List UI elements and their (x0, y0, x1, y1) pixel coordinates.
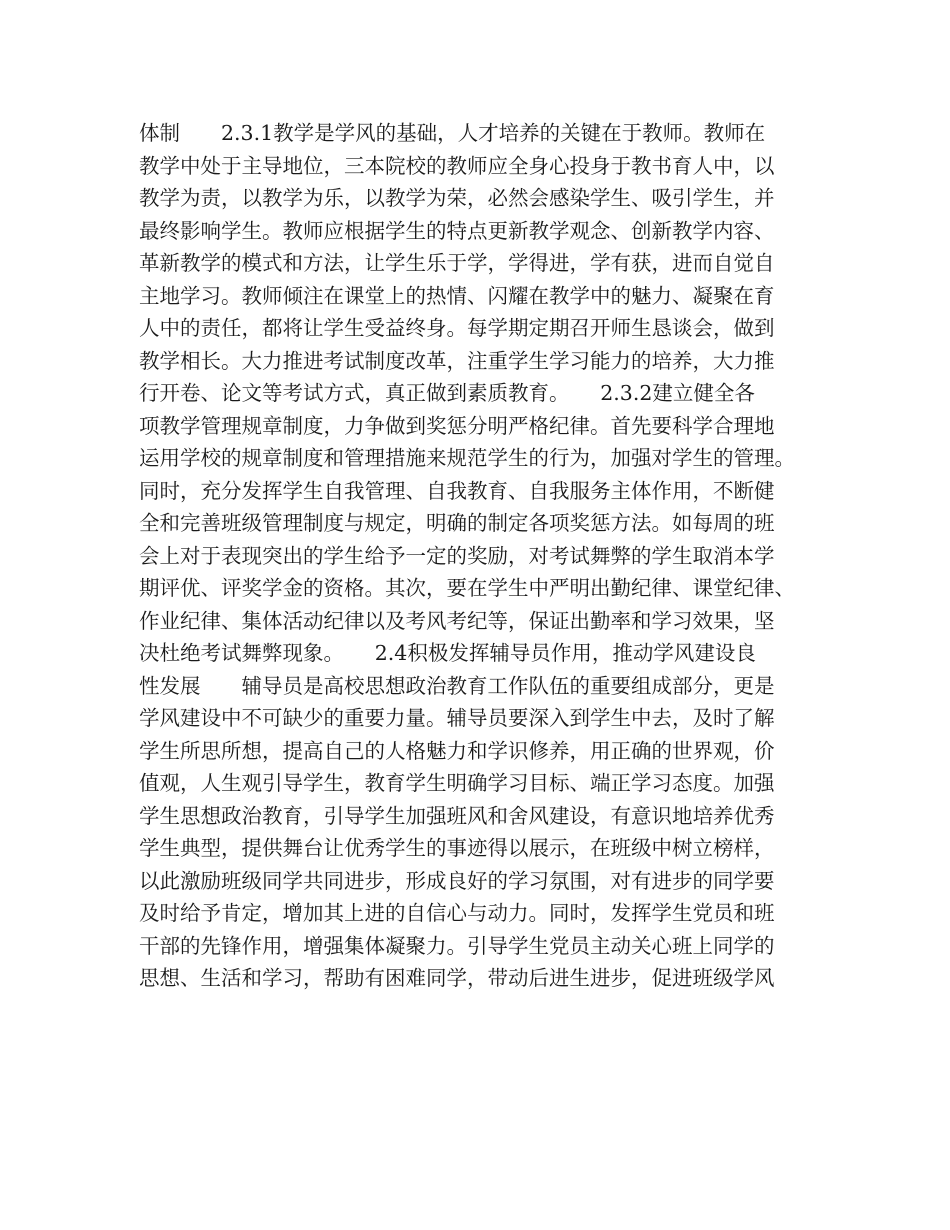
text-line: 运用学校的规章制度和管理措施来规范学生的行为，加强对学生的管理。 (139, 446, 795, 470)
text-line: 体制 2.3.1教学是学风的基础，人才培养的关键在于教师。教师在 (139, 121, 766, 145)
text-line: 教学相长。大力推进考试制度改革，注重学生学习能力的培养，大力推 (139, 348, 775, 373)
text-line: 以此激励班级同学共同进步，形成良好的学习氛围，对有进步的同学要 (139, 868, 775, 893)
text-line: 人中的责任，都将让学生受益终身。每学期定期召开师生恳谈会，做到 (139, 316, 775, 340)
text-line: 教学为责，以教学为乐，以教学为荣，必然会感染学生、吸引学生，并 (139, 186, 775, 210)
text-line: 干部的先锋作用，增强集体凝聚力。引导学生党员主动关心班上同学的 (139, 933, 775, 958)
text-line: 决杜绝考试舞弊现象。 2.4积极发挥辅导员作用，推动学风建设良 (139, 641, 756, 665)
text-line: 教学中处于主导地位，三本院校的教师应全身心投身于教书育人中，以 (139, 153, 775, 178)
text-line: 学生所思所想，提高自己的人格魅力和学识修养，用正确的世界观，价 (139, 738, 775, 763)
text-line: 会上对于表现突出的学生给予一定的奖励，对考试舞弊的学生取消本学 (139, 543, 775, 568)
text-line: 值观，人生观引导学生，教育学生明确学习目标、端正学习态度。加强 (139, 771, 775, 795)
text-line: 主地学习。教师倾注在课堂上的热情、闪耀在教学中的魅力、凝聚在育 (139, 283, 775, 308)
text-line: 学生典型，提供舞台让优秀学生的事迹得以展示，在班级中树立榜样， (139, 836, 775, 860)
text-line: 行开卷、论文等考试方式，真正做到素质教育。 2.3.2建立健全各 (139, 381, 755, 405)
body-text (139, 117, 829, 995)
text-line: 最终影响学生。教师应根据学生的特点更新教学观念、创新教学内容、 (139, 218, 775, 243)
text-line: 革新教学的模式和方法，让学生乐于学，学得进，学有获，进而自觉自 (139, 251, 775, 275)
text-line: 期评优、评奖学金的资格。其次，要在学生中严明出勤纪律、课堂纪律、 (139, 576, 795, 600)
text-line: 作业纪律、集体活动纪律以及考风考纪等，保证出勤率和学习效果，坚 (139, 608, 775, 633)
text-line: 学生思想政治教育，引导学生加强班风和舍风建设，有意识地培养优秀 (139, 803, 775, 828)
text-line: 性发展 辅导员是高校思想政治教育工作队伍的重要组成部分，更是 (139, 673, 775, 698)
text-line: 全和完善班级管理制度与规定，明确的制定各项奖惩方法。如每周的班 (139, 511, 775, 535)
text-line: 及时给予肯定，增加其上进的自信心与动力。同时，发挥学生党员和班 (139, 901, 775, 925)
text-line: 项教学管理规章制度，力争做到奖惩分明严格纪律。首先要科学合理地 (139, 413, 775, 438)
text-line: 学风建设中不可缺少的重要力量。辅导员要深入到学生中去，及时了解 (139, 706, 775, 730)
text-line: 同时，充分发挥学生自我管理、自我教育、自我服务主体作用，不断健 (139, 478, 775, 503)
text-line: 思想、生活和学习，帮助有困难同学，带动后进生进步，促进班级学风 (139, 966, 775, 990)
